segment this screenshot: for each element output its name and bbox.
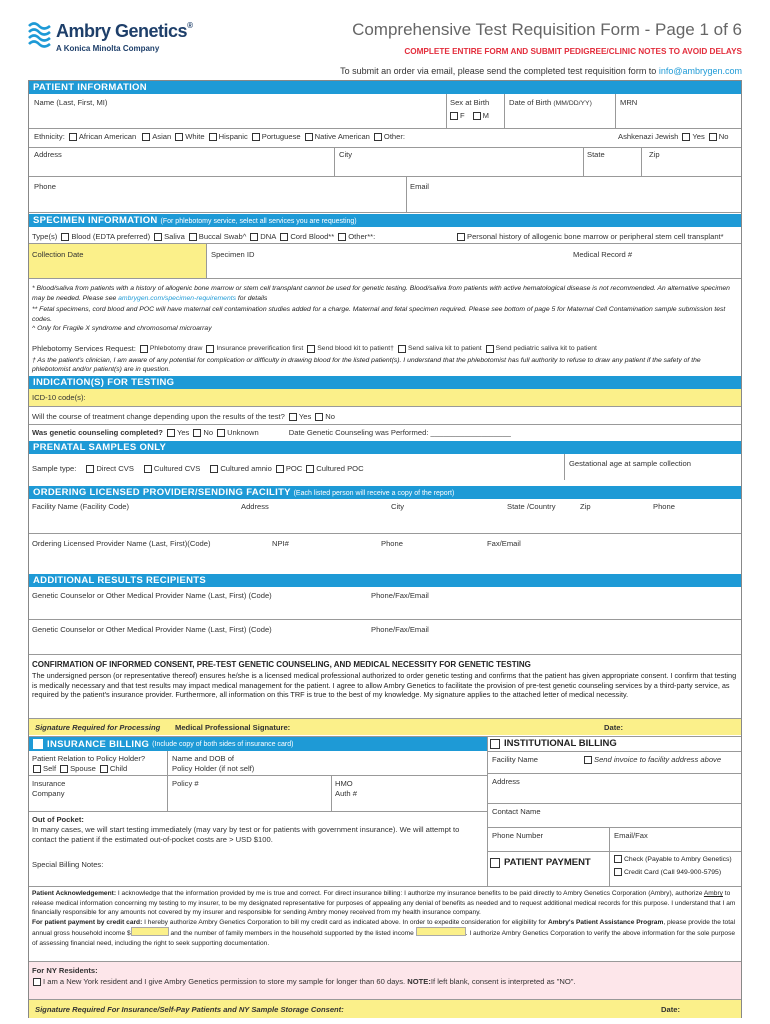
ny-title: For NY Residents: xyxy=(32,966,98,975)
recipient-2-label: Genetic Counselor or Other Medical Provider Name (Last, First) (Code) xyxy=(32,625,272,634)
relation-option: Spouse xyxy=(70,764,96,773)
ashkenazi-no-label: No xyxy=(718,132,729,141)
email-prefix: To submit an order via email, please send the completed test requisition form to xyxy=(340,66,659,76)
dob-label: Date of Birth xyxy=(509,98,552,107)
facility-address-label: Address xyxy=(241,502,269,511)
institutional-billing-checkbox[interactable] xyxy=(490,739,500,749)
sex-f-label: F xyxy=(460,111,465,120)
prenatal-option: Cultured POC xyxy=(316,464,364,473)
inst-contact-label: Contact Name xyxy=(492,807,541,816)
prenatal-option: Direct CVS xyxy=(96,464,134,473)
indications-header: INDICATION(S) FOR TESTING xyxy=(29,376,741,389)
treatment-no-checkbox[interactable] xyxy=(315,413,323,421)
zip-label: Zip xyxy=(649,150,660,159)
send-invoice-row xyxy=(580,755,721,764)
type-option: DNA xyxy=(260,232,277,241)
state-label: State xyxy=(587,150,605,159)
provider-section xyxy=(29,499,741,574)
type-option: Other**: xyxy=(348,232,376,241)
oop-text: In many cases, we will start testing immediately (may vary by test or for patients with government insurance). We will attempt to contact the patient if the estimated out-of-pocket costs are > USD $100. xyxy=(32,825,460,844)
type-option: Cord Blood** xyxy=(290,232,335,241)
counseling-no-label: No xyxy=(203,428,214,437)
specimen-title: SPECIMEN INFORMATION xyxy=(33,215,158,226)
poc-checkbox[interactable] xyxy=(276,465,284,473)
treatment-yes-checkbox[interactable] xyxy=(289,413,297,421)
check-checkbox[interactable] xyxy=(614,855,622,863)
treatment-no-label: No xyxy=(325,412,335,421)
patient-info-header: PATIENT INFORMATION xyxy=(29,81,741,94)
email-label: Email xyxy=(410,182,429,191)
facility-phone-label: Phone xyxy=(653,502,675,511)
policy-label: Policy # xyxy=(172,779,199,788)
form-container xyxy=(28,80,742,1018)
type-cord-blood-checkbox[interactable] xyxy=(280,233,288,241)
ny-signature-label[interactable]: Signature Required For Insurance/Self-Pay Patients and NY Sample Storage Consent: xyxy=(35,1005,344,1014)
treatment-yes-label: Yes xyxy=(298,412,312,421)
specimen-subtitle: (For phlebotomy service, select all services you are requesting) xyxy=(160,218,357,225)
credit-row xyxy=(610,868,721,876)
patient-payment-title: PATIENT PAYMENT xyxy=(504,857,591,868)
pap-label: Ambry's Patient Assistance Program xyxy=(548,918,664,926)
relation-option: Child xyxy=(109,764,128,773)
specimen-requirements-link[interactable]: ambrygen.com/specimen-requirements xyxy=(118,294,237,302)
ny-text: I am a New York resident and I give Ambry Genetics permission to store my sample for longer than 60 days. xyxy=(43,977,406,986)
counseling-unknown-checkbox[interactable] xyxy=(217,429,225,437)
insurance-subtitle: (Include copy of both sides of insurance card) xyxy=(152,740,294,748)
submit-email-line xyxy=(340,66,742,76)
cultured-cvs-checkbox[interactable] xyxy=(144,465,152,473)
facility-city-label: City xyxy=(391,502,405,511)
type-option: Saliva xyxy=(164,232,185,241)
inst-address-label: Address xyxy=(492,777,520,786)
ny-note-lead: NOTE: xyxy=(407,977,431,986)
sample-type-label: Sample type: xyxy=(32,464,77,473)
oop-label: Out of Pocket: xyxy=(32,815,84,824)
specimen-id-label: Specimen ID xyxy=(211,250,255,259)
ack-lead: Patient Acknowledgement: xyxy=(32,890,117,897)
phleb-option: Phlebotomy draw xyxy=(149,345,203,352)
type-option: Blood (EDTA preferred) xyxy=(71,232,151,241)
ack-text-1: I acknowledge that the information provided by me is true and correct. For direct insurance billing: I authorize my insurance benefits to be paid directly to Ambry Genetics Corporation (Ambry), authorize xyxy=(116,890,704,897)
wave-icon xyxy=(28,20,52,50)
icd-row xyxy=(29,389,741,407)
phleb-blood-kit-checkbox[interactable] xyxy=(307,345,315,353)
counseling-no-checkbox[interactable] xyxy=(193,429,201,437)
credit-card-label: Credit Card (Call 949-900-5795) xyxy=(624,868,722,876)
insurance-title: INSURANCE BILLING xyxy=(47,738,150,750)
icd-label: ICD-10 code(s): xyxy=(32,393,86,402)
note-1-end: for details xyxy=(236,294,268,302)
inst-email-label: Email/Fax xyxy=(614,831,648,840)
institutional-billing-header xyxy=(490,738,617,749)
type-dna-checkbox[interactable] xyxy=(250,233,258,241)
send-invoice-label: Send invoice to facility address above xyxy=(594,755,722,764)
income-field[interactable] xyxy=(131,927,169,936)
collection-date-label: Collection Date xyxy=(32,250,84,259)
collection-row xyxy=(29,243,741,279)
ny-residents-section xyxy=(29,961,741,1018)
ethnicity-option: African American xyxy=(78,132,137,141)
ethnicity-native-american-checkbox[interactable] xyxy=(305,133,313,141)
ashkenazi-yes-label: Yes xyxy=(692,132,705,141)
facility-state-label: State /Country xyxy=(507,502,556,511)
ethnicity-option: Native American xyxy=(314,132,370,141)
provider-fax-label: Fax/Email xyxy=(487,539,521,548)
holder-label: Name and DOB of xyxy=(172,754,235,763)
ordering-provider-label: Ordering Licensed Provider Name (Last, First)(Code) xyxy=(32,539,211,548)
inst-facility-label: Facility Name xyxy=(492,755,538,764)
counseling-yes-checkbox[interactable] xyxy=(167,429,175,437)
insurance-billing-header xyxy=(29,737,487,751)
holder-label-2: Policy Holder (if not self) xyxy=(172,764,255,773)
ethnicity-portuguese-checkbox[interactable] xyxy=(252,133,260,141)
ethnicity-african-american-checkbox[interactable] xyxy=(69,133,77,141)
prenatal-row xyxy=(32,464,364,473)
ethnicity-white-checkbox[interactable] xyxy=(175,133,183,141)
counseling-unknown-label: Unknown xyxy=(227,428,259,437)
treatment-question: Will the course of treatment change depending upon the results of the test? xyxy=(32,412,285,421)
type-blood-checkbox[interactable] xyxy=(61,233,69,241)
ashkenazi-row xyxy=(618,132,728,141)
sex-f-checkbox[interactable] xyxy=(450,112,458,120)
counseling-question: Was genetic counseling completed? xyxy=(32,428,163,437)
medical-record-label: Medical Record # xyxy=(573,250,633,259)
patient-info-section xyxy=(29,94,741,213)
type-buccal-checkbox[interactable] xyxy=(189,233,197,241)
logo-name: Ambry Genetics xyxy=(56,21,188,41)
direct-cvs-checkbox[interactable] xyxy=(86,465,94,473)
facility-name-label: Facility Name (Facility Code) xyxy=(32,502,130,511)
treatment-row xyxy=(32,412,335,421)
specimen-notes xyxy=(32,284,737,334)
ethnicity-other-checkbox[interactable] xyxy=(374,133,382,141)
ethnicity-option: Hispanic xyxy=(218,132,248,141)
type-option: Buccal Swab^ xyxy=(198,232,247,241)
check-label: Check (Payable to Ambry Genetics) xyxy=(624,855,732,863)
insurance-company-label-2: Company xyxy=(32,789,65,798)
family-members-field[interactable] xyxy=(416,927,466,936)
credit-text: I hereby authorize Ambry Genetics Corporation to bill my credit card as indicated above. In order to expedite consideration for eligibility for xyxy=(142,918,549,926)
prenatal-option: POC xyxy=(285,464,303,473)
phleb-pediatric-kit-checkbox[interactable] xyxy=(486,345,494,353)
prenatal-option: Cultured CVS xyxy=(153,464,201,473)
mrn-label: MRN xyxy=(620,98,638,107)
gestational-box xyxy=(564,454,741,480)
insurance-company-label: Insurance xyxy=(32,779,66,788)
facility-zip-label: Zip xyxy=(580,502,591,511)
ethnicity-option: White xyxy=(185,132,205,141)
ethnicity-option: Other: xyxy=(383,132,406,141)
logo-reg: ® xyxy=(187,21,193,30)
prenatal-header: PRENATAL SAMPLES ONLY xyxy=(29,441,741,454)
ethnicity-option: Portuguese xyxy=(261,132,301,141)
specimen-type-row xyxy=(32,232,375,241)
special-notes-label: Special Billing Notes: xyxy=(32,860,104,869)
ethnicity-row xyxy=(34,132,405,141)
dob-format: (MM/DD/YY) xyxy=(553,100,592,107)
recipients-header: ADDITIONAL RESULTS RECIPIENTS xyxy=(29,574,741,587)
ashkenazi-no-checkbox[interactable] xyxy=(709,133,717,141)
recipient-1-phone-label: Phone/Fax/Email xyxy=(371,591,429,600)
phleb-option: Send blood kit to patient† xyxy=(317,345,394,352)
cultured-poc-checkbox[interactable] xyxy=(306,465,314,473)
ny-consent-checkbox[interactable] xyxy=(33,978,41,986)
income-text-1: , please provide the total annual gross household income $ xyxy=(32,918,736,938)
ethnicity-hispanic-checkbox[interactable] xyxy=(209,133,217,141)
npi-label: NPI# xyxy=(272,539,289,548)
relation-label: Patient Relation to Policy Holder? xyxy=(32,754,146,763)
credit-lead: For patient payment by credit card: xyxy=(32,918,143,926)
phleb-option: Send pediatric saliva kit to patient xyxy=(495,345,597,352)
provider-title: ORDERING LICENSED PROVIDER/SENDING FACILITY xyxy=(33,487,291,498)
hmo-label: HMO xyxy=(335,779,353,788)
phone-label: Phone xyxy=(34,182,56,191)
consent-body: The undersigned person (or representative thereof) ensures he/she is a licensed medical professional authorized to order genetic testing and confirms that the patient has given appropriate consent. I confirm that testing is medically necessary and that test results may impact medical management for the patient. I agree to allow Ambry Genetics to facilitate the provision of pre-test genetic counseling services by a third-party service, as required by the patient's insurance provider. Furthermore, all information on this TRF is true to the best of my knowledge. My signature applies to the attached letter of medical necessity. xyxy=(32,671,737,700)
inst-phone-label: Phone Number xyxy=(492,831,544,840)
prenatal-option: Cultured amnio xyxy=(220,464,272,473)
transplant-row xyxy=(453,232,724,241)
sex-m-label: M xyxy=(482,111,489,120)
ethnicity-asian-checkbox[interactable] xyxy=(142,133,150,141)
provider-header xyxy=(29,486,741,499)
type-saliva-checkbox[interactable] xyxy=(154,233,162,241)
ack-text-2: to release medical information concerning my testing to my insurer, to be my designated representative for purposes of appealing any denial of benefits as needed and to request additional medical records for this purpose. I understand that I am financially responsible for any amounts not covered by my insurer and responsible for sending Ambry money received from my health insurance company. xyxy=(32,890,736,917)
consent-date-label[interactable]: Date: xyxy=(604,723,623,732)
specimen-info-header xyxy=(29,214,741,227)
gestational-label: Gestational age at sample collection xyxy=(569,459,691,468)
phlebotomy-note: † As the patient's clinician, I am aware of any potential for complication or difficulty in drawing blood for the listed patient(s). I understand that the phlebotomist has full authority to refuse to draw any patient if the safety of the phlebotomist and/or patient(s) are in question. xyxy=(32,357,701,373)
ny-note-text: If left blank, consent is interpreted as "NO". xyxy=(430,977,576,986)
ny-consent-row xyxy=(29,977,576,986)
cultured-amnio-checkbox[interactable] xyxy=(210,465,218,473)
send-invoice-checkbox[interactable] xyxy=(584,756,592,764)
check-row xyxy=(610,855,732,863)
institutional-title: INSTITUTIONAL BILLING xyxy=(504,738,617,749)
patient-payment-header xyxy=(490,857,591,868)
medical-signature-label[interactable]: Medical Professional Signature: xyxy=(175,723,291,732)
patient-payment-checkbox[interactable] xyxy=(490,858,500,868)
relation-options xyxy=(29,764,127,773)
logo-subtitle: A Konica Minolta Company xyxy=(56,44,160,53)
ethnicity-option: Asian xyxy=(152,132,172,141)
phleb-preverification-checkbox[interactable] xyxy=(206,345,214,353)
transplant-label: Personal history of allogenic bone marrow or peripheral stem cell transplant* xyxy=(467,232,724,241)
ashkenazi-label: Ashkenazi Jewish xyxy=(618,132,679,141)
ny-date-label[interactable]: Date: xyxy=(661,1005,680,1014)
ack-ambry: Ambry xyxy=(703,890,723,897)
recipients-section xyxy=(29,587,741,655)
phleb-option: Send saliva kit to patient xyxy=(407,345,482,352)
patient-name-label: Name (Last, First, MI) xyxy=(34,98,108,107)
relation-self-checkbox[interactable] xyxy=(33,765,41,773)
ashkenazi-yes-checkbox[interactable] xyxy=(682,133,690,141)
note-3: ^ Only for Fragile X syndrome and chromosomal microarray xyxy=(32,325,212,332)
address-label: Address xyxy=(34,150,62,159)
ethnicity-label: Ethnicity: xyxy=(34,132,65,141)
income-text-3: . I authorize Ambry Genetics Corporation to verify the above information for the sole purpose of assessing financial need, including the right to seek supporting documentation. xyxy=(32,930,736,947)
phlebotomy-row xyxy=(32,344,597,353)
note-1: * Blood/saliva from patients with a history of allogenic bone marrow or stem cell transplant cannot be used for genetic testing. Blood/saliva from patients with active hematological disease is not recommended. An alternative specimen may be needed. Please see xyxy=(32,285,730,302)
income-text-2: and the number of family members in the household supported by the listed income xyxy=(168,930,416,938)
type-other-checkbox[interactable] xyxy=(338,233,346,241)
consent-title: CONFIRMATION OF INFORMED CONSENT, PRE-TEST GENETIC COUNSELING, AND MEDICAL NECESSITY FOR GENETIC TESTING xyxy=(32,660,531,669)
specimen-types-label: Type(s) xyxy=(32,232,58,241)
phleb-saliva-kit-checkbox[interactable] xyxy=(398,345,406,353)
submit-email-link[interactable]: info@ambrygen.com xyxy=(658,66,742,76)
form-warning: COMPLETE ENTIRE FORM AND SUBMIT PEDIGREE/CLINIC NOTES TO AVOID DELAYS xyxy=(404,47,742,56)
city-label: City xyxy=(339,150,353,159)
form-title: Comprehensive Test Requisition Form - Page 1 of 6 xyxy=(352,20,742,39)
counseling-yes-label: Yes xyxy=(176,428,190,437)
phlebotomy-label: Phlebotomy Services Request: xyxy=(32,344,136,353)
consent-signature-row xyxy=(29,718,741,735)
insurance-billing-checkbox[interactable] xyxy=(33,739,43,749)
ambry-logo xyxy=(28,18,198,60)
auth-label: Auth # xyxy=(335,789,357,798)
provider-phone-label: Phone xyxy=(381,539,403,548)
provider-subtitle: (Each listed person will receive a copy of the report) xyxy=(293,490,455,497)
sex-label: Sex at Birth xyxy=(450,98,490,107)
relation-option: Self xyxy=(43,764,57,773)
note-2: ** Fetal specimens, cord blood and POC will have maternal cell contamination studies added for a charge. Maternal and fetal specimen required. Please see bottom of page 5 for Maternal Cell Contamination sample submission test codes. xyxy=(32,306,726,323)
phleb-option: Insurance preverification first xyxy=(216,345,304,352)
credit-card-checkbox[interactable] xyxy=(614,868,622,876)
counseling-date-label: Date Genetic Counseling was Performed: ___________________ xyxy=(288,428,511,437)
relation-child-checkbox[interactable] xyxy=(100,765,108,773)
recipient-1-label: Genetic Counselor or Other Medical Provider Name (Last, First) (Code) xyxy=(32,591,272,600)
recipient-2-phone-label: Phone/Fax/Email xyxy=(371,625,429,634)
transplant-checkbox[interactable] xyxy=(457,233,465,241)
signature-required-label: Signature Required for Processing xyxy=(35,723,161,732)
patient-acknowledgement xyxy=(32,889,738,949)
ny-signature-row xyxy=(29,999,741,1018)
counseling-row xyxy=(32,428,511,437)
billing-section xyxy=(29,736,741,886)
relation-spouse-checkbox[interactable] xyxy=(60,765,68,773)
phleb-draw-checkbox[interactable] xyxy=(140,345,148,353)
sex-m-checkbox[interactable] xyxy=(473,112,481,120)
